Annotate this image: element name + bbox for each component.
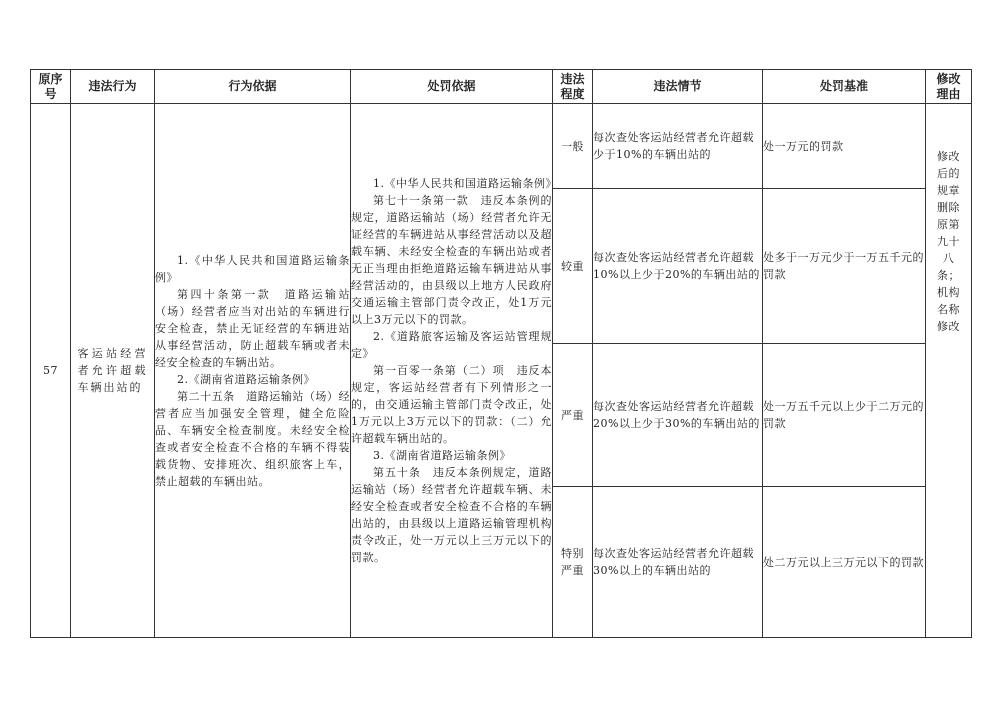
header-row (31, 70, 972, 104)
basis-article-1: 第四十条第一款 道路运输站（场）经营者应当对出站的车辆进行安全检查，禁止无证经营的车辆进站从事经营活动，防止超载车辆或者未经安全检查的车辆出站。 (155, 287, 350, 369)
penalty-article-1: 第七十一条第一款 违反本条例的规定，道路运输站（场）经营者允许无证经营的车辆进站从事经营活动以及超载车辆、未经安全检查的车辆出站或者无正当理由拒绝道路运输车辆进站从事经营活动的，由县级以上地方人民政府交通运输主管部门责令改正，处1万元以上3万元以下的罚款。 (351, 194, 552, 326)
seq-cell: 57 (31, 104, 71, 638)
basis-law-title-1: 1.《中华人民共和国道路运输条例》 (155, 253, 350, 284)
header-penalty-basis: 处罚依据 (351, 70, 553, 104)
degree-cell-general: 一般 (553, 104, 593, 189)
degree-cell-serious: 较重 (553, 189, 593, 344)
reason-cell: 修改后的规章删除原第九十八条；机构名称修改 (926, 104, 972, 638)
penalty-article-2: 第一百零一条第（二）项 违反本规定，客运站经营者有下列情形之一的，由交通运输主管部门责令改正，处1万元以上3万元以下的罚款：（二）允许超载车辆出站的。 (351, 364, 552, 445)
standard-cell-general: 处一万元的罚款 (763, 104, 926, 189)
standard-cell-extreme: 处二万元以上三万元以下的罚款 (763, 487, 926, 638)
penalty-law-title-1: 1.《中华人民共和国道路运输条例》 (373, 177, 557, 190)
circumstance-cell-general: 每次查处客运站经营者允许超载少于10%的车辆出站的 (593, 104, 763, 189)
table-row (31, 104, 972, 189)
basis-cell (155, 104, 351, 638)
header-circumstance: 违法情节 (593, 70, 763, 104)
degree-cell-severe: 严重 (553, 344, 593, 487)
circumstance-cell-serious: 每次查处客运站经营者允许超载10%以上少于20%的车辆出站的 (593, 189, 763, 344)
circumstance-cell-extreme: 每次查处客运站经营者允许超载30%以上的车辆出站的 (593, 487, 763, 638)
header-reason: 修改理由 (926, 70, 972, 104)
penalty-article-3: 第五十条 违反本条例规定，道路运输站（场）经营者允许超载车辆、未经安全检查或者安全检查不合格的车辆出站的，由县级以上道路运输管理机构责令改正，处一万元以上三万元以下的罚款。 (351, 466, 552, 564)
act-cell: 客运站经营者允许超载车辆出站的 (71, 104, 155, 638)
standard-cell-serious: 处多于一万元少于一万五千元的罚款 (763, 189, 926, 344)
header-standard: 处罚基准 (763, 70, 926, 104)
standard-cell-severe: 处一万五千元以上少于二万元的罚款 (763, 344, 926, 487)
header-seq: 原序号 (31, 70, 71, 104)
penalty-basis-cell (351, 104, 557, 638)
degree-cell-extreme: 特别严重 (553, 487, 593, 638)
circumstance-cell-severe: 每次查处客运站经营者允许超载20%以上少于30%的车辆出站的 (593, 344, 763, 487)
header-basis: 行为依据 (155, 70, 351, 104)
header-degree: 违法程度 (553, 70, 593, 104)
penalty-table (30, 69, 972, 638)
header-act: 违法行为 (71, 70, 155, 104)
penalty-law-title-3: 3.《湖南省道路运输条例》 (373, 449, 511, 462)
penalty-law-title-2: 2.《道路旅客运输及客运站管理规定》 (351, 330, 552, 360)
basis-article-2: 第二十五条 道路运输站（场）经营者应当加强安全管理，健全危险品、车辆安全检查制度。未经安全检查或者安全检查不合格的车辆不得装载货物、安排班次、组织旅客上车，禁止超载的车辆出站。 (155, 389, 350, 488)
basis-law-title-2: 2.《湖南省道路运输条例》 (177, 372, 315, 386)
